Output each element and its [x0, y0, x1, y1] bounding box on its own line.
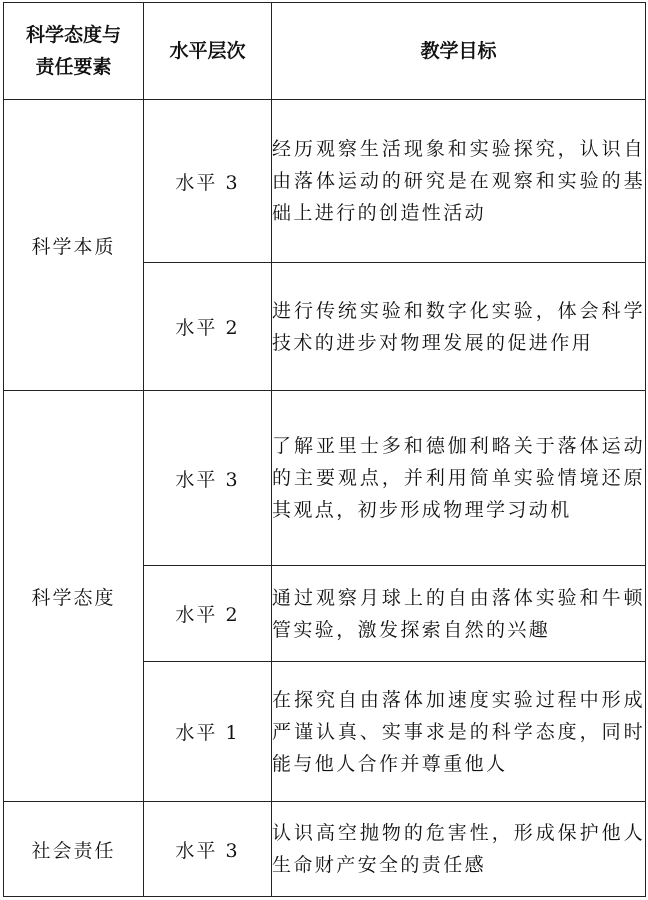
goal-cell: 通过观察月球上的自由落体实验和牛顿管实验，激发探索自然的兴趣	[272, 566, 646, 662]
objectives-table	[3, 2, 646, 897]
element-cell: 社会责任	[4, 802, 144, 897]
level-cell: 水平 3	[144, 100, 272, 263]
level-cell: 水平 1	[144, 662, 272, 802]
table-header-row	[4, 3, 646, 100]
level-cell: 水平 2	[144, 263, 272, 391]
table-row	[4, 802, 646, 897]
goal-cell: 经历观察生活现象和实验探究，认识自由落体运动的研究是在观察和实验的基础上进行的创造性活动	[272, 100, 646, 263]
header-level: 水平层次	[144, 3, 272, 100]
goal-cell: 了解亚里士多和德伽利略关于落体运动的主要观点，并利用简单实验情境还原其观点，初步形成物理学习动机	[272, 391, 646, 566]
table-row	[4, 391, 646, 566]
table-row	[4, 100, 646, 263]
level-cell: 水平 2	[144, 566, 272, 662]
header-element-line2: 责任要素	[35, 56, 112, 78]
goal-cell: 进行传统实验和数字化实验，体会科学技术的进步对物理发展的促进作用	[272, 263, 646, 391]
header-element-line1: 科学态度与	[25, 24, 121, 46]
level-cell: 水平 3	[144, 802, 272, 897]
level-cell: 水平 3	[144, 391, 272, 566]
header-element	[4, 3, 144, 100]
element-cell: 科学态度	[4, 391, 144, 802]
element-cell: 科学本质	[4, 100, 144, 391]
goal-cell: 认识高空抛物的危害性，形成保护他人生命财产安全的责任感	[272, 802, 646, 897]
goal-cell: 在探究自由落体加速度实验过程中形成严谨认真、实事求是的科学态度，同时能与他人合作并尊重他人	[272, 662, 646, 802]
header-goal: 教学目标	[272, 3, 646, 100]
